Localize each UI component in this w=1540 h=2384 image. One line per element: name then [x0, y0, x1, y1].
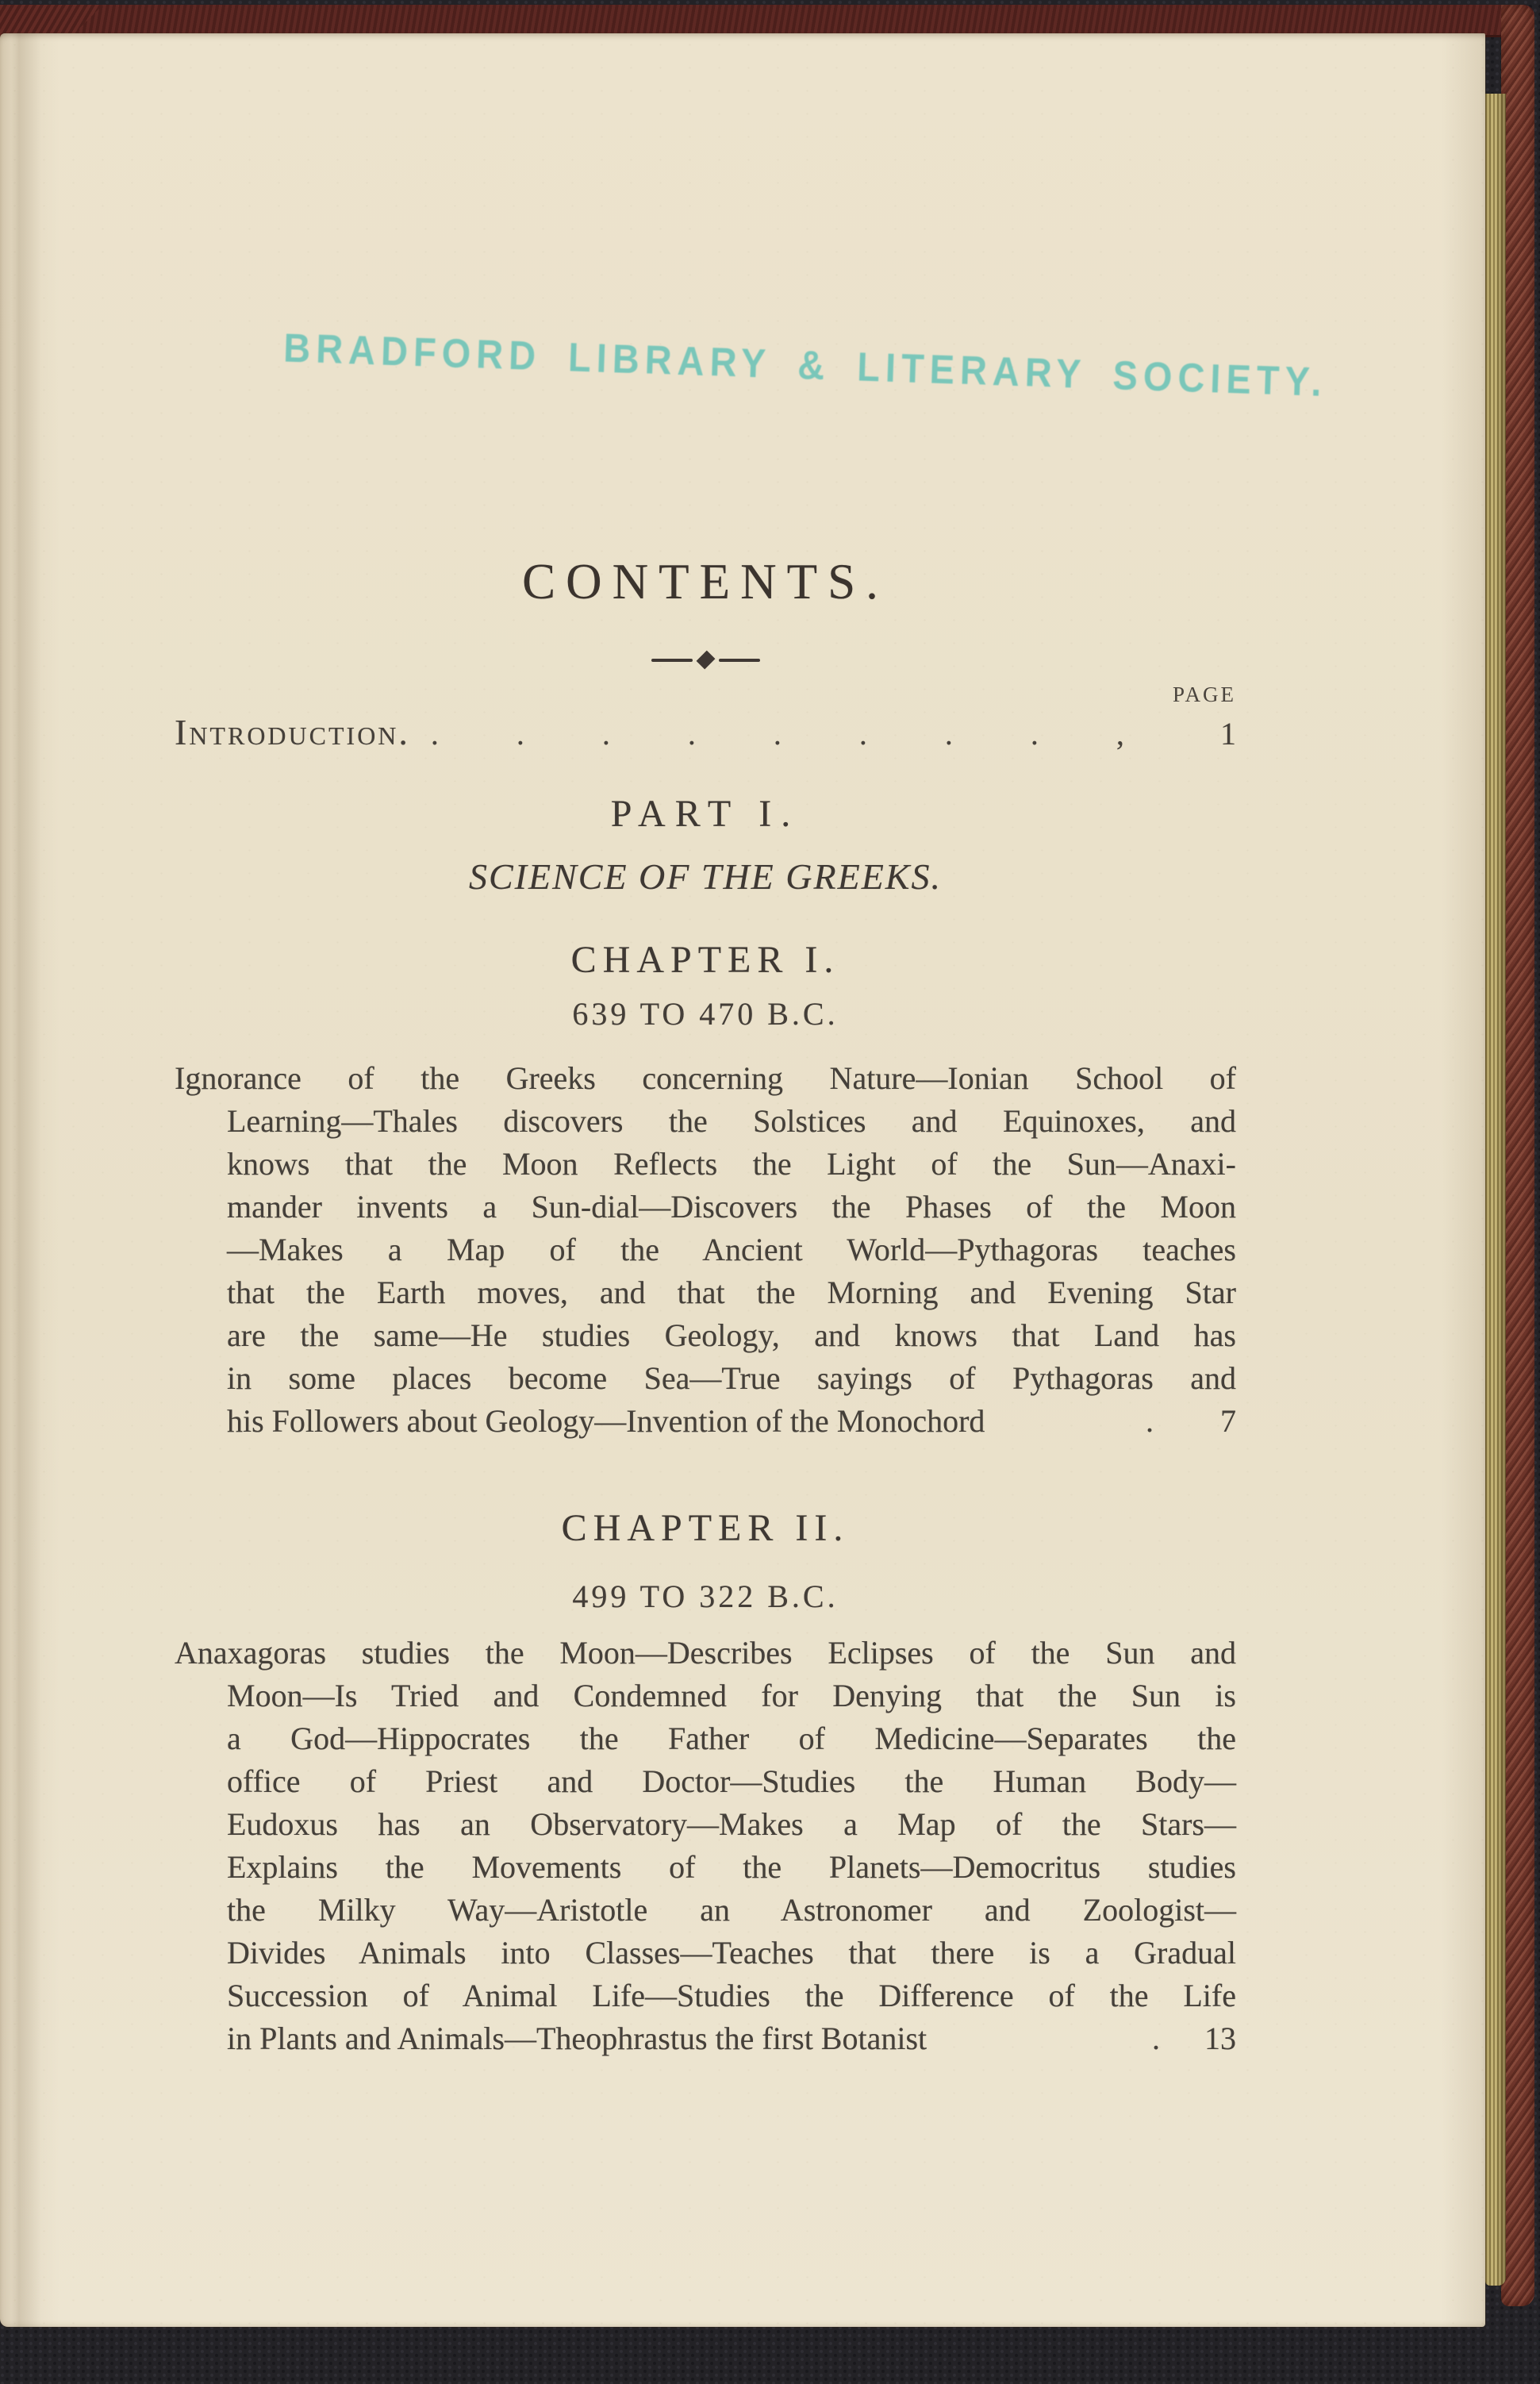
toc-line: —Makes a Map of the Ancient World—Pythagoras teaches [227, 1232, 1236, 1267]
toc-line: Anaxagoras studies the Moon—Describes Eclipses of the Sun and [175, 1635, 1236, 1671]
toc-line: a God—Hippocrates the Father of Medicine—Separates the [227, 1721, 1236, 1756]
toc-line: Succession of Animal Life—Studies the Difference of the Life [227, 1978, 1236, 2013]
toc-line: Moon—Is Tried and Condemned for Denying that the Sun is [227, 1678, 1236, 1713]
toc-line: that the Earth moves, and that the Morning and Evening Star [227, 1275, 1236, 1310]
page-block-gilt-edge [1485, 94, 1506, 2286]
divider-ornament [175, 654, 1236, 666]
divider-dash-right [719, 659, 760, 662]
toc-line: Ignorance of the Greeks concerning Nature—Ionian School of [175, 1060, 1236, 1096]
chapter-1-page-number: 7 [1220, 1403, 1236, 1439]
toc-line: office of Priest and Doctor—Studies the Human Body— [227, 1763, 1236, 1799]
toc-line-last [227, 2017, 1236, 2060]
book-cover-top-edge [0, 5, 1534, 37]
book-cover-right-edge [1501, 5, 1534, 2306]
toc-line-text: in Plants and Animals—Theophrastus the first Botanist [227, 2021, 927, 2056]
toc-line: the Milky Way—Aristotle an Astronomer and Zoologist— [227, 1892, 1236, 1928]
introduction-label: Introduction. [175, 712, 410, 752]
leader-dot: . [1146, 1403, 1154, 1439]
chapter-2-page-number: 13 [1204, 2021, 1236, 2056]
toc-line-text: his Followers about Geology—Invention of the Monochord [227, 1403, 985, 1439]
introduction-page-number: 1 [1220, 716, 1236, 752]
chapter-1-summary [175, 1057, 1236, 1443]
toc-line: knows that the Moon Reflects the Light of the Sun—Anaxi- [227, 1146, 1236, 1182]
toc-line: Explains the Movements of the Planets—Democritus studies [227, 1849, 1236, 1885]
toc-line: in some places become Sea—True sayings of Pythagoras and [227, 1360, 1236, 1396]
page-column-label: PAGE [1172, 683, 1236, 706]
toc-line: Learning—Thales discovers the Solstices and Equinoxes, and [227, 1103, 1236, 1139]
page-title: CONTENTS. [522, 554, 889, 609]
chapter-2-summary [175, 1632, 1236, 2060]
toc-line: Eudoxus has an Observatory—Makes a Map of the Stars— [227, 1806, 1236, 1842]
chapter-2-dates: 499 TO 322 B.C. [572, 1578, 839, 1614]
chapter-1-heading: CHAPTER I. [570, 939, 840, 981]
divider-diamond-icon [696, 651, 715, 670]
part-1-subtitle: SCIENCE OF THE GREEKS. [469, 856, 942, 897]
contents-column [175, 33, 1236, 2327]
library-ownership-stamp: BRADFORD LIBRARY & LITERARY SOCIETY. [282, 325, 1328, 405]
introduction-row [175, 711, 1236, 753]
toc-line-last [227, 1400, 1236, 1443]
leader-dot: . [1152, 2021, 1160, 2056]
chapter-1-dates: 639 TO 470 B.C. [572, 996, 839, 1032]
part-1-heading: PART I. [610, 793, 801, 835]
book-page [0, 33, 1485, 2327]
toc-line: are the same—He studies Geology, and knows that Land has [227, 1317, 1236, 1353]
toc-line: Divides Animals into Classes—Teaches that there is a Gradual [227, 1935, 1236, 1971]
dot-leaders: . . . . . . . . , [430, 716, 1124, 752]
chapter-2-heading: CHAPTER II. [561, 1507, 850, 1549]
divider-dash-left [651, 659, 693, 662]
toc-line: mander invents a Sun-dial—Discovers the Phases of the Moon [227, 1189, 1236, 1225]
